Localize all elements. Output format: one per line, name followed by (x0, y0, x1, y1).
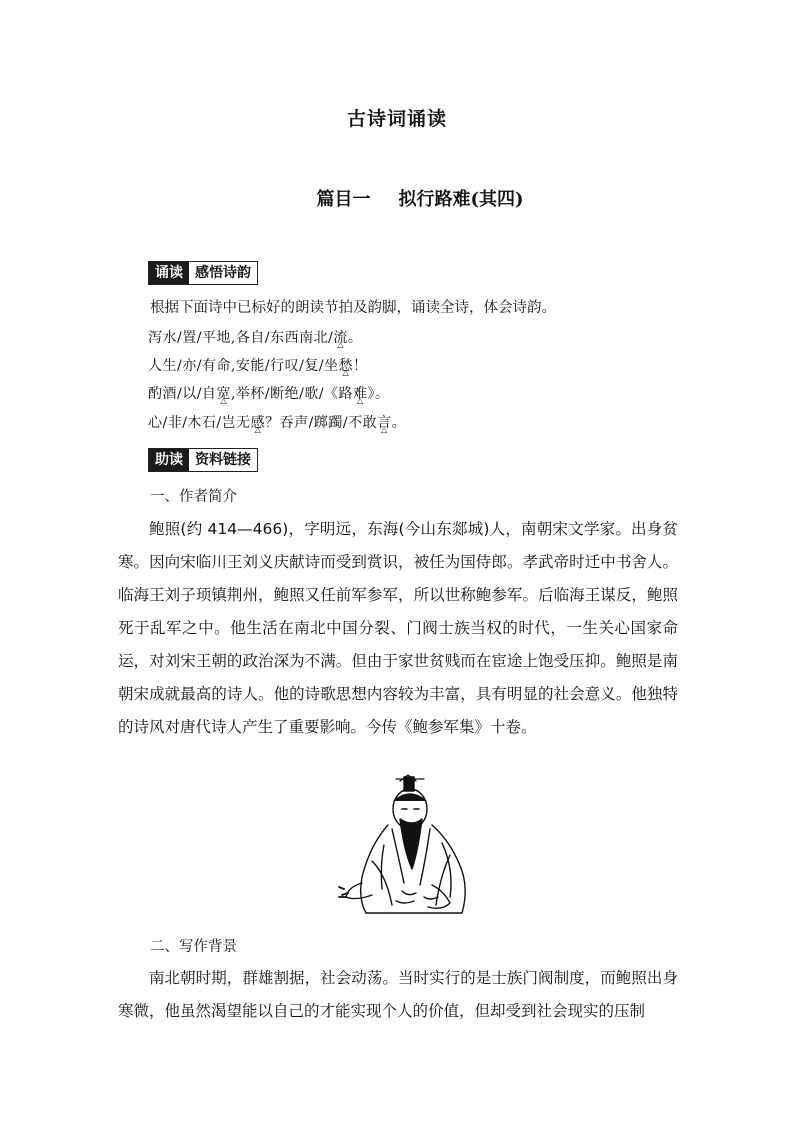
poem-name: 拟行路难(其四) (398, 189, 524, 210)
rhyme-char: 感 △ (251, 412, 266, 432)
poem-line-2: 人生/亦/有命,安能/行叹/复/坐愁 △！ (148, 355, 368, 375)
rhyme-char: 难 △ (353, 383, 368, 403)
tag-value: 资料链接 (189, 449, 257, 471)
poem-line-1: 泻水/置/平地,各自/东西南北/流 △。 (148, 327, 362, 347)
rhyme-char: 流 △ (333, 327, 348, 347)
section-tag-reading-aid (148, 448, 258, 472)
rhyme-char: 言 △ (377, 412, 392, 432)
intro-text: 根据下面诗中已标好的朗读节拍及韵脚，诵读全诗，体会诗韵。 (150, 300, 556, 316)
poem-line-3: 酌酒/以/自宽 △,举杯/断绝/歌/《路难 △》。 (148, 383, 390, 403)
author-bio: 鲍照(约 414—466)，字明远，东海(今山东郯城)人，南朝宋文学家。出身贫寒。因向宋临川王刘义庆献诗而受到赏识，被任为国侍郎。孝武帝时迁中书舍人。临海王刘子顼镇荆州，鲍照又任前军参军，所以世称鲍参军。后临海王谋反，鲍照死于乱军之中。他生活在南北中国分裂、门阀士族当权的时代，一生关心国家命运，对刘宋王朝的政治深为不满。但由于家世贫贱而在宦途上饱受压抑。鲍照是南朝宋成就最高的诗人。他的诗歌思想内容较为丰富，具有明显的社会意义。他独特的诗风对唐代诗人产生了重要影响。今传《鲍参军集》十卷。 (118, 520, 678, 736)
rhyme-char: 愁 △ (339, 355, 354, 375)
background-text: 南北朝时期，群雄割据，社会动荡。当时实行的是士族门阀制度，而鲍照出身寒微，他虽然渴望能以自己的才能实现个人的价值，但却受到社会现实的压制 (118, 969, 678, 1020)
rhyme-char: 宽 △ (216, 383, 231, 403)
tag-key: 助读 (149, 449, 189, 471)
tag-key: 诵读 (149, 262, 189, 284)
tag-value: 感悟诗韵 (189, 262, 257, 284)
chapter-part: 篇目一 (316, 189, 371, 210)
page-title: 古诗词诵读 (346, 108, 447, 130)
section-tag-recite (148, 261, 258, 285)
portrait-illustration (332, 765, 488, 915)
section-heading-background: 二、写作背景 (150, 939, 237, 955)
section-heading-author: 一、作者简介 (150, 489, 237, 505)
chapter-title (0, 185, 794, 211)
poem-line-4: 心/非/木石/岂无感 △？吞声/踯躅/不敢言 △。 (148, 412, 406, 432)
